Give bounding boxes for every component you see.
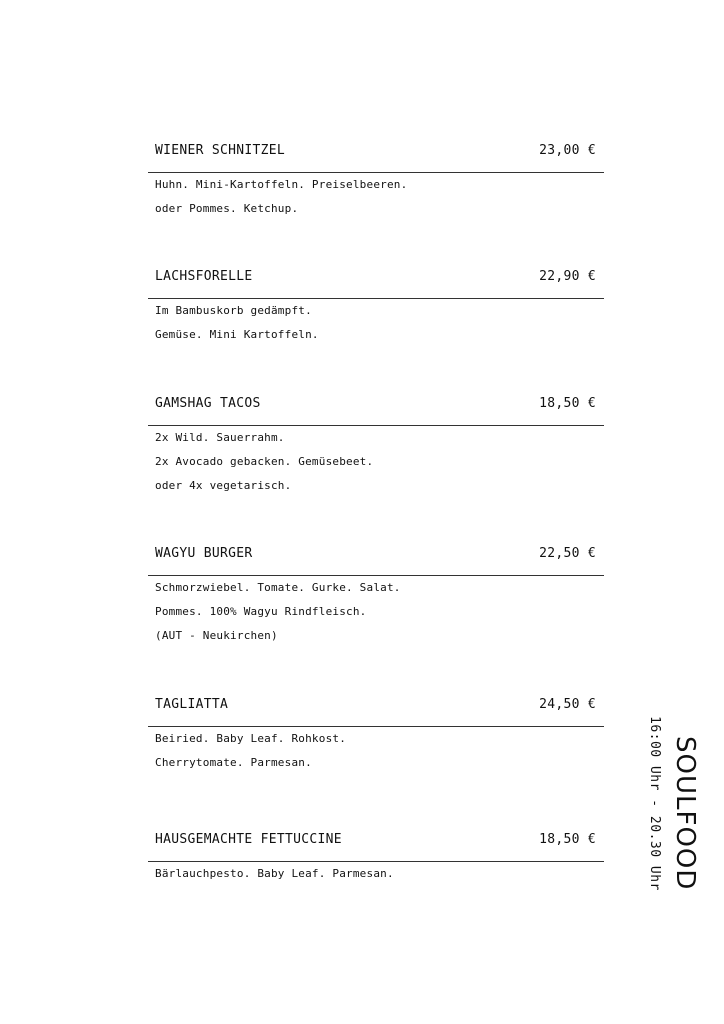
- dish-description-line: Bärlauchpesto. Baby Leaf. Parmesan.: [155, 867, 394, 880]
- dish-price: 22,50 €: [539, 546, 596, 561]
- menu-item-header: [148, 396, 604, 420]
- menu-item-hausgemachte-fettuccine: [148, 832, 604, 886]
- dish-name: GAMSHAG TACOS: [155, 396, 261, 411]
- dish-description-line: Schmorzwiebel. Tomate. Gurke. Salat.: [155, 581, 401, 594]
- menu-item-tagliatta: [148, 697, 604, 775]
- dish-name: HAUSGEMACHTE FETTUCCINE: [155, 832, 342, 847]
- dish-price: 18,50 €: [539, 832, 596, 847]
- dish-price: 24,50 €: [539, 697, 596, 712]
- menu-item-wiener-schnitzel: [148, 143, 604, 221]
- dish-description-line: Huhn. Mini-Kartoffeln. Preiselbeeren.: [155, 178, 408, 191]
- dish-price: 23,00 €: [539, 143, 596, 158]
- dish-price: 18,50 €: [539, 396, 596, 411]
- dish-description-line: Cherrytomate. Parmesan.: [155, 756, 312, 769]
- menu-item-gamshag-tacos: [148, 396, 604, 498]
- menu-item-header: [148, 143, 604, 167]
- dish-description-line: oder Pommes. Ketchup.: [155, 202, 299, 215]
- service-hours: 16:00 Uhr - 20.30 Uhr: [647, 716, 662, 891]
- dish-name: TAGLIATTA: [155, 697, 229, 712]
- menu-item-header: [148, 546, 604, 570]
- dish-description-line: 2x Avocado gebacken. Gemüsebeet.: [155, 455, 374, 468]
- section-title: SOULFOOD: [670, 736, 700, 891]
- dish-price: 22,90 €: [539, 269, 596, 284]
- dish-description-line: Pommes. 100% Wagyu Rindfleisch.: [155, 605, 367, 618]
- dish-name: WAGYU BURGER: [155, 546, 253, 561]
- menu-item-header: [148, 269, 604, 293]
- menu-item-header: [148, 832, 604, 856]
- section-side-label: [640, 716, 700, 901]
- menu-item-header: [148, 697, 604, 721]
- dish-name: LACHSFORELLE: [155, 269, 253, 284]
- menu-item-wagyu-burger: [148, 546, 604, 648]
- dish-description-line: oder 4x vegetarisch.: [155, 479, 292, 492]
- dish-description-line: Im Bambuskorb gedämpft.: [155, 304, 312, 317]
- dish-name: WIENER SCHNITZEL: [155, 143, 286, 158]
- dish-description-line: Gemüse. Mini Kartoffeln.: [155, 328, 319, 341]
- dish-description-line: Beiried. Baby Leaf. Rohkost.: [155, 732, 347, 745]
- menu-item-lachsforelle: [148, 269, 604, 347]
- dish-description-line: (AUT - Neukirchen): [155, 629, 278, 642]
- dish-description-line: 2x Wild. Sauerrahm.: [155, 431, 285, 444]
